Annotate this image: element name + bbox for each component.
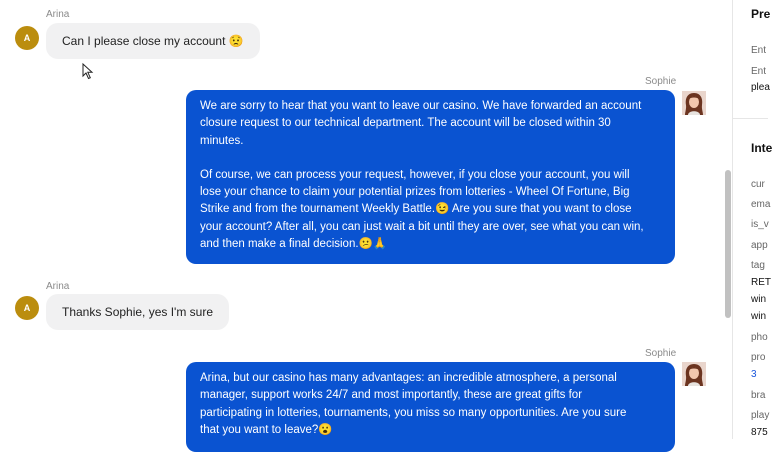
- chat-scrollbar[interactable]: [724, 0, 732, 439]
- message-sender-name: Sophie: [645, 348, 677, 359]
- message-text: We are sorry to hear that you want to leave our casino. We have forwarded an account closure request to our technical department. The account will be closed within 30 minutes.: [200, 100, 642, 147]
- panel-divider: [733, 118, 768, 119]
- scrollbar-thumb[interactable]: [725, 170, 731, 318]
- message-sender-name: Sophie: [645, 76, 677, 87]
- panel-row: ema: [751, 199, 771, 210]
- panel-row: app: [751, 240, 768, 251]
- panel-row: plea: [751, 82, 770, 93]
- message-text: Can I please close my account 😟: [62, 34, 244, 48]
- panel-row: win: [751, 294, 767, 305]
- message-text: Thanks Sophie, yes I'm sure: [62, 305, 214, 319]
- incoming-message-bubble: [46, 23, 260, 59]
- panel-row: 875: [751, 427, 768, 438]
- panel-section-title: Pre: [751, 7, 771, 21]
- panel-section-title: Inte: [751, 141, 772, 155]
- panel-row: Ent: [751, 45, 767, 56]
- panel-row: play: [751, 410, 770, 421]
- panel-row: Ent: [751, 66, 767, 77]
- panel-row: bra: [751, 390, 766, 401]
- panel-row: cur: [751, 179, 765, 190]
- panel-row: pro: [751, 352, 766, 363]
- message-text: Arina, but our casino has many advantages: an incredible atmosphere, a personal manager, support works 24/7 and most importantly, these are great gifts for participating in lotteries, tournaments, you miss so many opportunities. Are you sure that you want to leave?😮: [200, 372, 627, 436]
- panel-row: pho: [751, 332, 768, 343]
- panel-row: tag: [751, 260, 765, 271]
- panel-link[interactable]: 3: [751, 369, 757, 380]
- panel-row: is_v: [751, 219, 769, 230]
- mouse-cursor-icon: [82, 63, 94, 85]
- avatar: A: [15, 296, 39, 320]
- avatar: A: [15, 26, 39, 50]
- panel-row: RET: [751, 277, 771, 288]
- panel-row: win: [751, 311, 767, 322]
- message-sender-name: Arina: [46, 281, 70, 292]
- incoming-message-bubble: [46, 294, 229, 330]
- outgoing-message-bubble: [186, 90, 675, 264]
- agent-avatar: [682, 362, 706, 386]
- message-text: Of course, we can process your request, however, if you close your account, you will lose your chance to claim your potential prizes from lotteries - Wheel Of Fortune, Big Strike and from the tournament Weekly Battle.😉 Are you sure that you want to close your account? After all, you can just wait a bit until they are over, see what you can win, and then make a final decision.😕🙏: [200, 168, 644, 251]
- agent-avatar: [682, 91, 706, 115]
- customer-info-panel: [733, 0, 772, 439]
- outgoing-message-bubble: [186, 362, 675, 452]
- message-sender-name: Arina: [46, 9, 70, 20]
